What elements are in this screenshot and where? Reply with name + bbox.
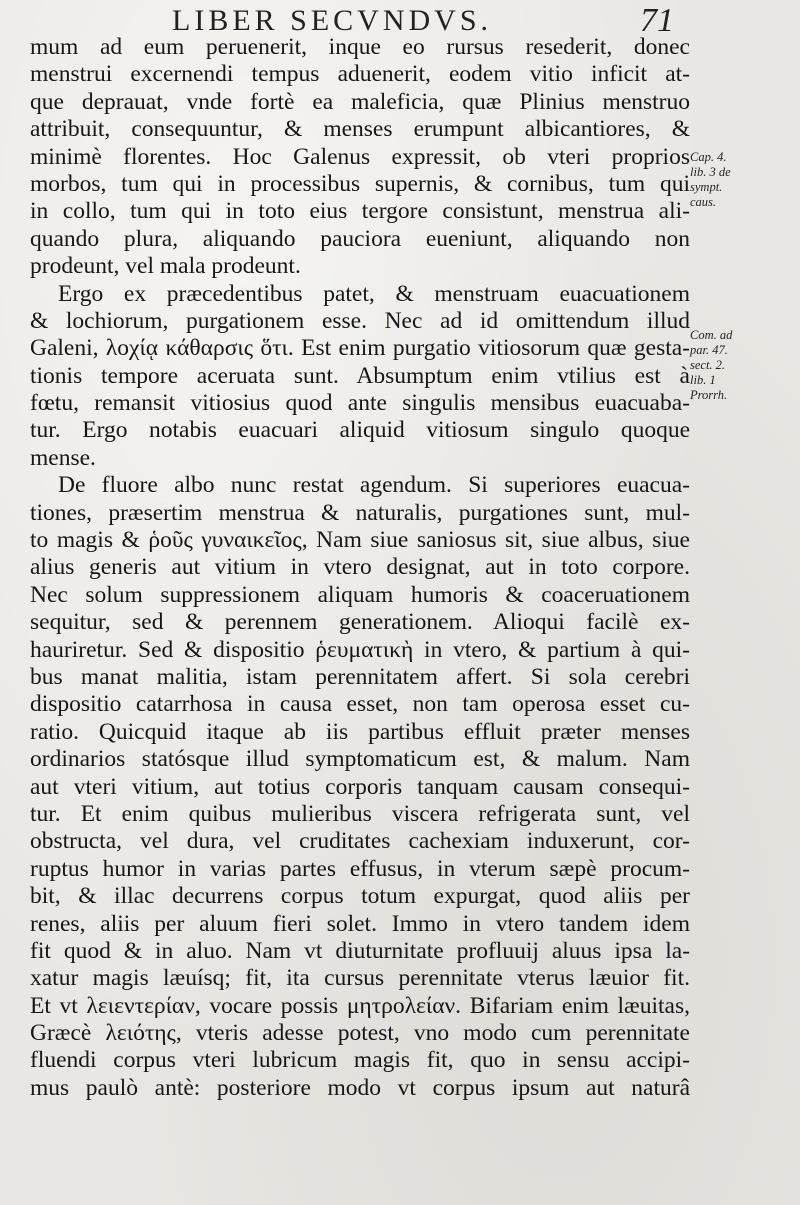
text-line: Et vt λειεντερίαν, vocare possis μητρολείαν. Bifariam enim læuitas, <box>30 992 690 1019</box>
text-line: Ergo ex præcedentibus patet, & menstruam euacuationem <box>58 280 690 307</box>
text-line: mense. <box>30 444 96 471</box>
text-line: in collo, tum qui in toto eius tergore consistunt, menstrua ali- <box>30 198 690 225</box>
text-line: ratio. Quicquid itaque ab iis partibus effluit præter menses <box>30 718 690 745</box>
text-line: aut vteri vitium, aut totius corporis tanquam causam consequi- <box>30 773 690 800</box>
body-text <box>30 34 690 1102</box>
marginal-note-line: Prorrh. <box>690 388 728 402</box>
text-line: mus paulò antè: posteriore modo vt corpus ipsum aut naturâ <box>30 1074 690 1101</box>
text-line: xatur magis læuísq; fit, ita cursus perennitate vterus læuior fit. <box>30 965 690 992</box>
text-line: hauriretur. Sed & dispositio ῥευματικὴ in vtero, & partium à qui- <box>30 636 690 663</box>
text-line: renes, aliis per aluum fieri solet. Immo in vtero tandem idem <box>30 910 690 937</box>
text-line: tiones, præsertim menstrua & naturalis, purgationes sunt, mul- <box>30 499 690 526</box>
text-line: sequitur, sed & perennem generationem. Alioqui facilè ex- <box>30 609 690 636</box>
text-line: De fluore albo nunc restat agendum. Si superiores euacua- <box>58 472 690 499</box>
text-line: que deprauat, vnde fortè ea maleficia, quæ Plinius menstruo <box>30 88 690 115</box>
text-line: Nec solum suppressionem aliquam humoris & coaceruationem <box>30 581 690 608</box>
marginal-note-line: lib. 1 <box>690 373 716 387</box>
text-line: Græcè λειότης, vteris adesse potest, vno modo cum perennitate <box>30 1020 690 1047</box>
marginal-note-line: Com. ad <box>690 328 733 342</box>
marginal-note <box>690 150 798 210</box>
text-line: bit, & illac decurrens corpus totum expurgat, quod aliis per <box>30 883 690 910</box>
text-line: Galeni, λοχίᾳ κάθαρσις ὅτι. Est enim purgatio vitiosorum quæ gesta- <box>30 335 690 362</box>
text-line: fit quod & in aluo. Nam vt diuturnitate profluuij aluus ipsa la- <box>30 937 690 964</box>
text-line: alius generis aut vitium in vtero designat, aut in toto corpore. <box>30 554 690 581</box>
text-line: prodeunt, vel mala prodeunt. <box>30 253 301 280</box>
text-line: fœtu, remansit vitiosius quod ante singulis mensibus euacuaba- <box>30 390 690 417</box>
marginal-note-line: sympt. <box>690 180 723 194</box>
text-line: quando plura, aliquando pauciora eueniunt, aliquando non <box>30 225 690 252</box>
marginal-note-line: Cap. 4. <box>690 150 727 164</box>
text-line: bus manat malitia, istam perennitatem affert. Si sola cerebri <box>30 663 690 690</box>
text-line: minimè florentes. Hoc Galenus expressit, ob vteri proprios <box>30 143 690 170</box>
text-line: dispositio catarrhosa in causa esset, non tam operosa esset cu- <box>30 691 690 718</box>
text-line: mum ad eum peruenerit, inque eo rursus resederit, donec <box>30 34 690 60</box>
text-line: tionis tempore aceruata sunt. Absumptum enim vtilius est à <box>30 362 690 389</box>
text-line: morbos, tum qui in processibus supernis, & cornibus, tum qui <box>30 170 690 197</box>
text-line: attribuit, consequuntur, & menses erumpunt albicantiores, & <box>30 116 690 143</box>
text-line: to magis & ῥοῦς γυναικεῖος, Nam siue saniosus sit, siue albus, siue <box>30 527 690 554</box>
text-line: ordinarios statósque illud symptomaticum est, & malum. Nam <box>30 746 690 773</box>
text-line: tur. Ergo notabis euacuari aliquid vitiosum singulo quoque <box>30 417 690 444</box>
text-line: ruptus humor in varias partes effusus, in vterum sæpè procum- <box>30 855 690 882</box>
page-number: 71 <box>640 2 674 39</box>
text-line: tur. Et enim quibus mulieribus viscera refrigerata sunt, vel <box>30 800 690 827</box>
marginal-note <box>690 328 798 403</box>
marginal-note-line: caus. <box>690 195 717 209</box>
marginal-note-line: par. 47. <box>690 343 728 357</box>
marginal-note-line: sect. 2. <box>690 358 726 372</box>
marginal-note-line: lib. 3 de <box>690 165 731 179</box>
text-line: fluendi corpus vteri lubricum magis fit, quo in sensu accipi- <box>30 1047 690 1074</box>
text-line: & lochiorum, purgationem esse. Nec ad id omittendum illud <box>30 307 690 334</box>
running-title: LIBER SECVNDVS. <box>172 4 493 37</box>
text-line: menstrui excernendi tempus aduenerit, eodem vitio inficit at- <box>30 61 690 88</box>
text-line: obstructa, vel dura, vel cruditates cachexiam induxerunt, cor- <box>30 828 690 855</box>
